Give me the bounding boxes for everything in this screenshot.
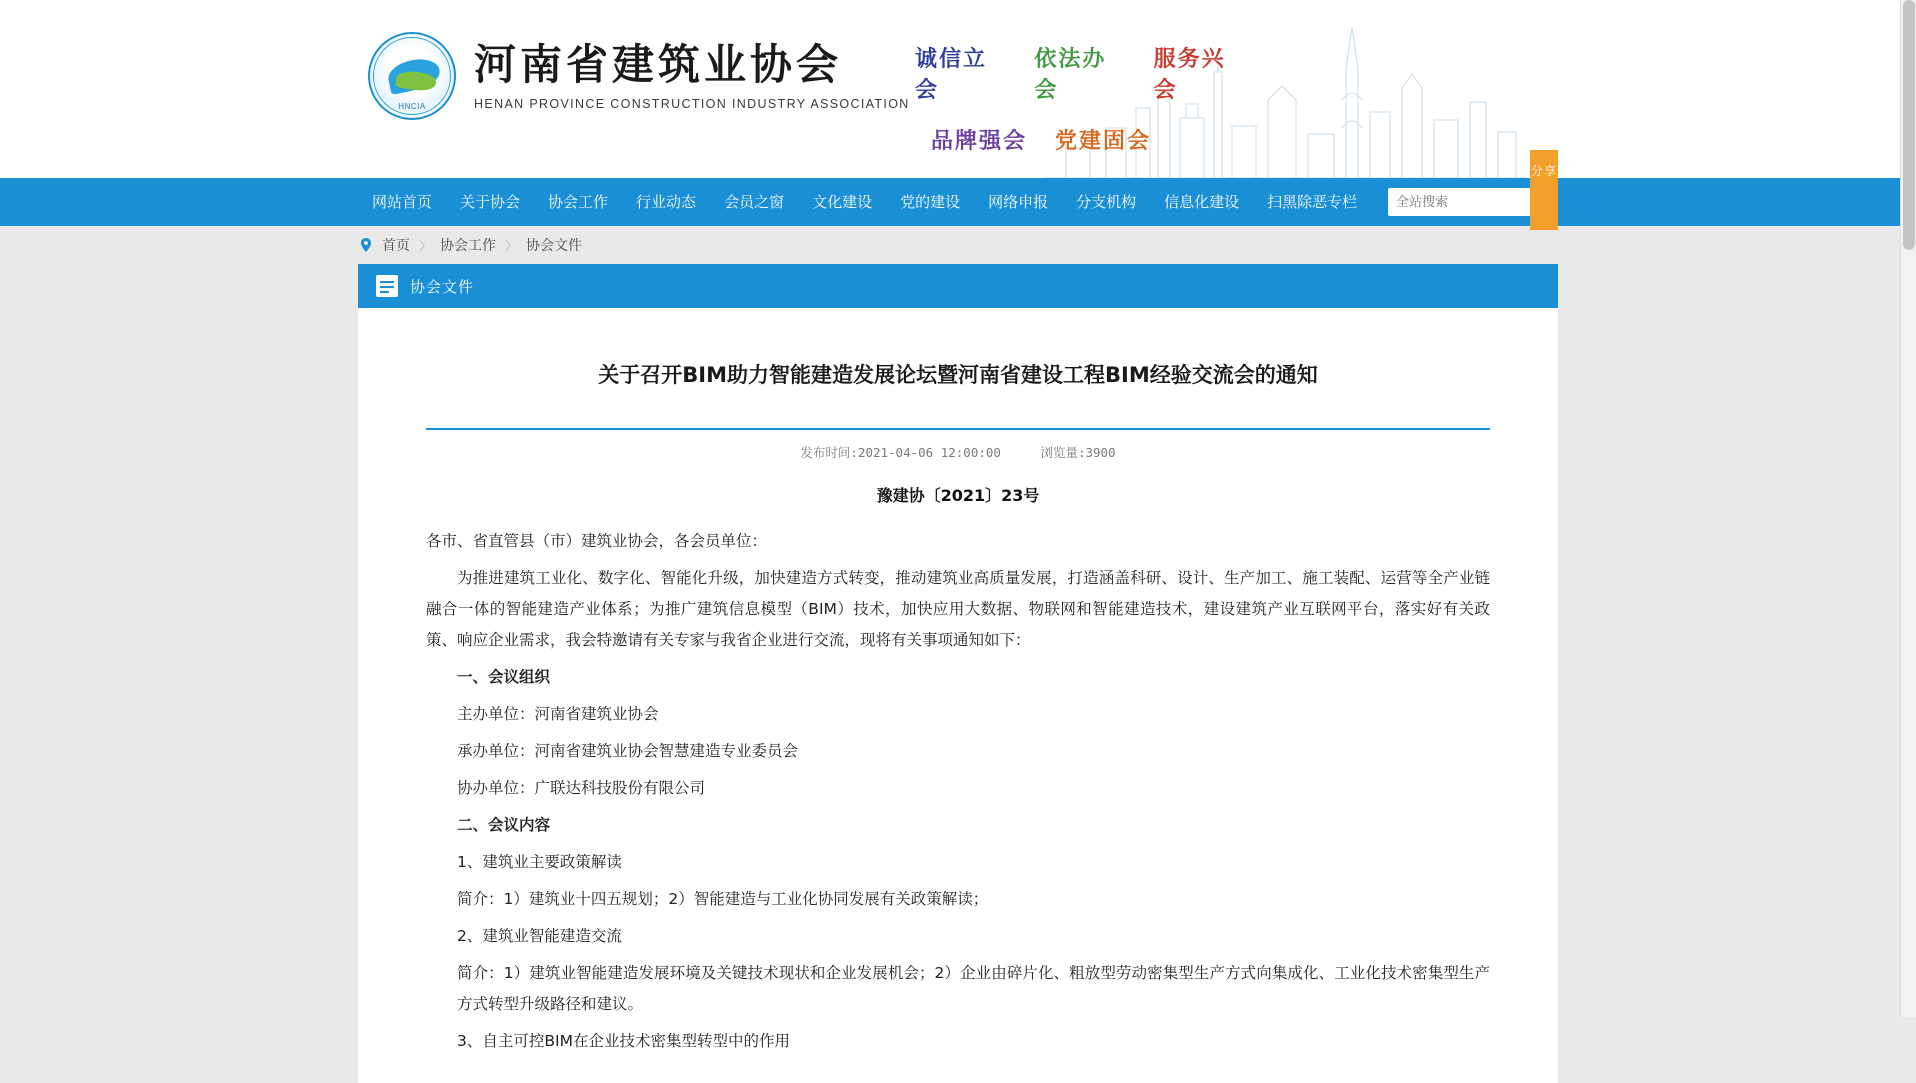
breadcrumb-item-documents[interactable]: 协会文件 — [526, 238, 583, 254]
nav-item-culture[interactable]: 文化建设 — [812, 193, 873, 211]
slogan-1: 诚信立会 — [915, 47, 988, 103]
breadcrumb-separator-1: 〉 — [419, 238, 432, 253]
article-paragraph: 为推进建筑工业化、数字化、智能化升级，加快建造方式转变，推动建筑业高质量发展，打造涵盖科研、设计、生产加工、施工装配、运营等全产业链融合一体的智能建造产业体系；为推广建筑信息模型（BIM）技术，加快应用大数据、物联网和智能建造技术，建设建筑产业互联网平台，落实好有关政策、响应企业需求，我会特邀请有关专家与我省企业进行交流，现将有关事项通知如下： — [426, 568, 1490, 649]
breadcrumb-item-home[interactable]: 首页 — [382, 238, 410, 254]
scrollbar-thumb[interactable] — [1903, 0, 1915, 250]
breadcrumb-bar — [0, 226, 1916, 264]
site-subtitle-en: HENAN PROVINCE CONSTRUCTION INDUSTRY ASSOCIATION — [474, 96, 910, 111]
nav-item-members[interactable]: 会员之窗 — [724, 193, 785, 211]
article-paragraph: 承办单位：河南省建筑业协会智慧建造专业委员会 — [457, 741, 799, 760]
page-scrollbar[interactable] — [1900, 0, 1916, 1017]
article-paragraph: 协办单位：广联达科技股份有限公司 — [457, 778, 706, 797]
nav-item-online-application[interactable]: 网络申报 — [988, 193, 1049, 211]
slogan-block — [915, 42, 1245, 155]
slogan-3: 服务兴会 — [1153, 47, 1226, 103]
article-paragraph: 各市、省直管县（市）建筑业协会，各会员单位： — [426, 531, 768, 550]
page-title: 关于召开BIM助力智能建造发展论坛暨河南省建设工程BIM经验交流会的通知 — [598, 363, 1318, 388]
view-count: 浏览量:3900 — [1040, 444, 1116, 460]
site-header — [0, 0, 1916, 178]
slogan-5: 党建固会 — [1055, 129, 1152, 154]
section-header — [358, 264, 1558, 308]
publish-time: 发布时间:2021-04-06 12:00:00 — [800, 444, 1001, 460]
emblem-abbreviation: HNCIA — [398, 102, 426, 111]
slogan-4: 品牌强会 — [931, 129, 1028, 154]
location-pin-icon — [358, 237, 374, 253]
share-sidebar-tab[interactable]: 分享 — [1530, 150, 1558, 230]
article-paragraph: 主办单位：河南省建筑业协会 — [457, 704, 659, 723]
content-card — [358, 264, 1558, 1083]
nav-item-anti-crime-column[interactable]: 扫黑除恶专栏 — [1267, 193, 1358, 211]
breadcrumb-item-work[interactable]: 协会工作 — [440, 238, 497, 254]
breadcrumb-separator-2: 〉 — [505, 238, 518, 253]
nav-item-party[interactable]: 党的建设 — [900, 193, 961, 211]
article-heading: 二、会议内容 — [457, 815, 551, 834]
nav-item-about[interactable]: 关于协会 — [460, 193, 521, 211]
article-meta — [426, 430, 1490, 475]
article-body — [358, 308, 1558, 1083]
article-paragraph: 1、建筑业主要政策解读 — [457, 852, 622, 871]
article-paragraph: 简介：1）建筑业智能建造发展环境及关键技术现状和企业发展机会；2）企业由碎片化、粗放型劳动密集型生产方式向集成化、工业化技术密集型生产方式转型升级路径和建议。 — [457, 963, 1490, 1013]
nav-item-branches[interactable]: 分支机构 — [1076, 193, 1137, 211]
main-navigation — [0, 164, 1916, 226]
breadcrumb — [358, 235, 1558, 255]
nav-item-informatization[interactable]: 信息化建设 — [1164, 193, 1240, 211]
article-paragraph: 2、建筑业智能建造交流 — [457, 926, 622, 945]
document-icon — [376, 275, 398, 297]
section-title: 协会文件 — [410, 277, 475, 296]
document-number: 豫建协〔2021〕23号 — [876, 485, 1040, 505]
article-paragraph: 3、自主可控BIM在企业技术密集型转型中的作用 — [457, 1031, 790, 1050]
search-icon — [1574, 193, 1592, 211]
association-emblem-icon — [368, 32, 456, 120]
site-title: 河南省建筑业协会 — [474, 40, 843, 90]
nav-item-work[interactable]: 协会工作 — [548, 193, 609, 211]
article-paragraph: 简介：1）建筑业十四五规划；2）智能建造与工业化协同发展有关政策解读； — [457, 889, 989, 908]
nav-item-home[interactable]: 网站首页 — [372, 193, 433, 211]
article-heading: 一、会议组织 — [457, 667, 551, 686]
slogan-2: 依法办会 — [1034, 47, 1107, 103]
site-logo[interactable] — [368, 32, 910, 120]
nav-item-industry[interactable]: 行业动态 — [636, 193, 697, 211]
search-button[interactable] — [1574, 188, 1592, 216]
